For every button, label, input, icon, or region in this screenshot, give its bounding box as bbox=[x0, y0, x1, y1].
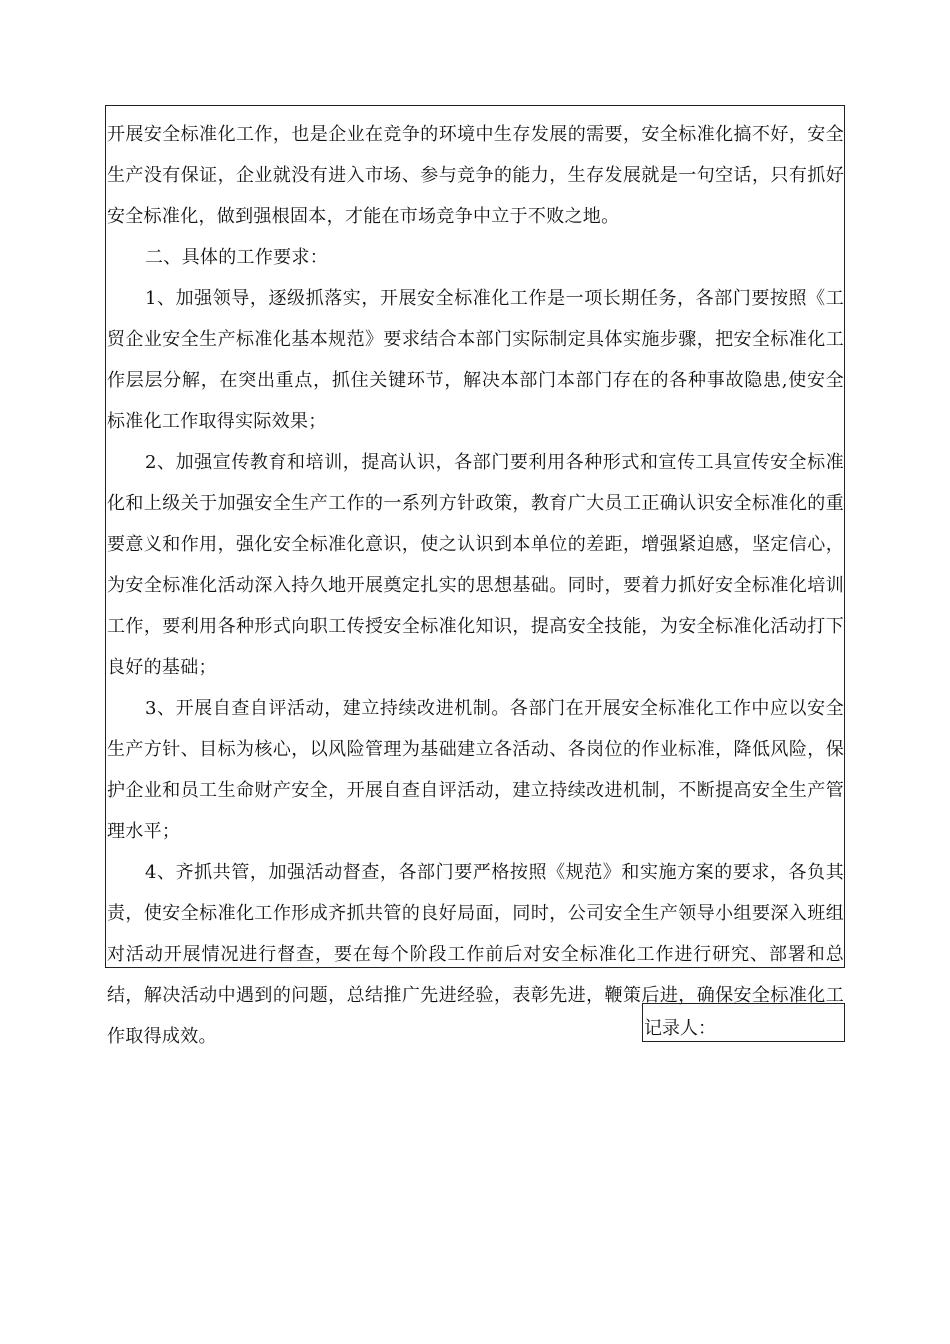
requirement-item-2: 2、加强宣传教育和培训，提高认识，各部门要利用各种形式和宣传工具宣传安全标准化和上级关于加强安全生产工作的一系列方针政策，教育广大员工正确认识安全标准化的重要意义和作用，强化安全标准化意识，使之认识到本单位的差距，增强紧迫感，坚定信心，为安全标准化活动深入持久地开展奠定扎实的思想基础。同时，要着力抓好安全标准化培训工作，要利用各种形式向职工传授安全标准化知识，提高安全技能，为安全标准化活动打下良好的基础； bbox=[107, 452, 844, 678]
requirement-item-3: 3、开展自查自评活动，建立持续改进机制。各部门在开展安全标准化工作中应以安全生产方针、目标为核心，以风险管理为基础建立各活动、各岗位的作业标准，降低风险，保护企业和员工生命财产安全，开展自查自评活动，建立持续改进机制，不断提高安全生产管理水平； bbox=[107, 698, 844, 842]
recorder-field bbox=[642, 1003, 845, 1042]
paragraph-continuation: 开展安全标准化工作，也是企业在竞争的环境中生存发展的需要，安全标准化搞不好，安全生产没有保证，企业就没有进入市场、参与竞争的能力，生存发展就是一句空话，只有抓好安全标准化，做到强根固本，才能在市场竞争中立于不败之地。 bbox=[107, 124, 844, 227]
requirement-item-4: 4、齐抓共管，加强活动督查，各部门要严格按照《规范》和实施方案的要求，各负其责，使安全标准化工作形成齐抓共管的良好局面，同时，公司安全生产领导小组要深入班组对活动开展情况进行督查，要在每个阶段工作前后对安全标准化工作进行研究、部署和总结，解决活动中遇到的问题，总结推广先进经验，表彰先进，鞭策后进，确保安全标准化工作取得成效。 bbox=[107, 862, 844, 1047]
recorder-label: 记录人： bbox=[644, 1018, 716, 1039]
section-heading-requirements: 二、具体的工作要求： bbox=[145, 247, 328, 268]
requirement-item-1: 1、加强领导，逐级抓落实，开展安全标准化工作是一项长期任务，各部门要按照《工贸企业安全生产标准化基本规范》要求结合本部门实际制定具体实施步骤，把安全标准化工作层层分解，在突出重点，抓住关键环节，解决本部门本部门存在的各种事故隐患,使安全标准化工作取得实际效果； bbox=[107, 288, 844, 432]
